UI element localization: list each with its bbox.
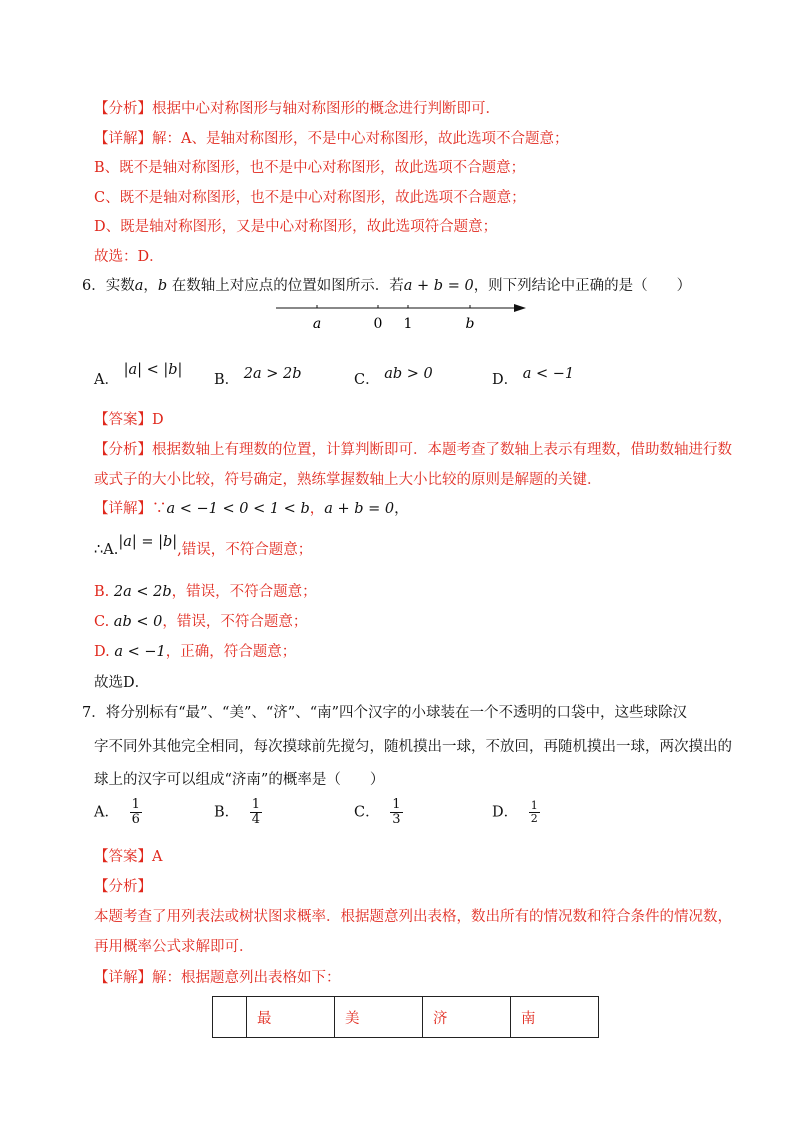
option-letter: C． <box>354 372 380 388</box>
detail-sep: ， <box>309 501 325 517</box>
detail-expr-2: a + b = 0 <box>324 501 395 517</box>
detail-end: ， <box>394 501 409 517</box>
sol-text: ，正确，符合题意； <box>165 644 297 660</box>
q7-analysis-1: 本题考查了用列表法或树状图求概率．根据题意列出表格，数出所有的情况数和符合条件的情况数， <box>94 909 732 925</box>
fraction <box>529 800 540 825</box>
number-line <box>276 298 526 332</box>
sol-expr: ab < 0 <box>113 614 163 630</box>
q6-answer: 【答案】D <box>94 412 164 428</box>
option-letter: A． <box>94 804 119 821</box>
number-line-arrow-icon <box>514 304 526 312</box>
q7-detail: 【详解】解：根据题意列出表格如下： <box>94 970 341 986</box>
denominator: 6 <box>131 812 140 827</box>
q5-choice: 故选：D． <box>94 249 164 265</box>
sol-expr: a < −1 <box>114 644 166 660</box>
table-header-cell: 南 <box>511 997 599 1038</box>
table-header-cell: 最 <box>247 997 335 1038</box>
numerator: 1 <box>392 797 401 812</box>
q5-option-b: B、既不是轴对称图形，也不是中心对称图形，故此选项不合题意； <box>94 160 526 176</box>
q6-number: 6． <box>82 278 106 294</box>
q6-analysis-1: 【分析】根据数轴上有理数的位置，计算判断即可．本题考查了数轴上表示有理数，借助数轴进行数 <box>94 442 732 458</box>
q7-analysis-2: 再用概率公式求解即可． <box>94 939 254 955</box>
label-a: a <box>312 316 322 332</box>
detail-label: 【详解】∵ <box>94 501 167 517</box>
sol-expr: |a| = |b| <box>118 534 178 550</box>
detail-expr: a < −1 < 0 < 1 < b <box>166 501 310 517</box>
fraction <box>130 798 142 827</box>
table-header-cell: 济 <box>423 997 511 1038</box>
label-one: 1 <box>403 316 413 332</box>
q6-comma: ， <box>143 278 158 294</box>
q7-analysis-label: 【分析】 <box>94 879 152 895</box>
table-cell-corner <box>213 997 247 1038</box>
option-letter: B． <box>214 804 240 821</box>
option-expr: |a| < |b| <box>123 362 183 378</box>
fraction <box>250 798 262 827</box>
sol-expr: 2a < 2b <box>113 584 172 600</box>
q6-stem-part: ，则下列结论中正确的是（ ） <box>473 278 692 294</box>
q6-detail <box>94 499 409 519</box>
q6-stem-part: 在数轴上对应点的位置如图所示．若 <box>167 278 404 294</box>
q6-var-a: a <box>134 278 144 294</box>
sol-prefix: D. <box>94 644 110 660</box>
q6-var-b: b <box>157 278 168 294</box>
q6-solution-c <box>94 612 307 632</box>
q5-option-d: D、既是轴对称图形，又是中心对称图形，故此选项符合题意； <box>94 219 498 235</box>
q6-option-b <box>214 368 302 389</box>
q7-number: 7． <box>82 705 106 721</box>
q6-stem-part: 实数 <box>105 278 135 294</box>
sol-text: ，错误，不符合题意； <box>162 614 308 630</box>
numerator: 1 <box>251 797 261 812</box>
sol-prefix: ∴A. <box>94 542 119 558</box>
q7-stem-2: 字不同外其他完全相同，每次摸球前先搅匀，随机摸出一球，不放回，再随机摸出一球，两次摸出的 <box>94 739 732 755</box>
q6-analysis-2: 或式子的大小比较，符号确定，熟练掌握数轴上大小比较的原则是解题的关键． <box>94 472 602 488</box>
denominator: 4 <box>251 812 261 827</box>
option-letter: D． <box>492 804 519 821</box>
table-header-cell: 美 <box>335 997 423 1038</box>
sol-prefix: B. <box>94 584 110 600</box>
fraction <box>390 798 402 827</box>
q5-detail: 【详解】解：A、是轴对称图形，不是中心对称图形，故此选项不合题意； <box>94 131 569 147</box>
q6-solution-d <box>94 642 296 662</box>
sol-prefix: C. <box>94 614 110 630</box>
q7-option-c <box>354 798 403 827</box>
q6-option-c <box>354 368 433 389</box>
option-expr: 2a > 2b <box>243 366 302 382</box>
option-letter: A． <box>94 372 119 388</box>
q7-stem-part: 将分别标有“最”、“美”、“济”、“南”四个汉字的小球装在一个不透明的口袋中，这些球除汉 <box>105 705 688 721</box>
q6-solution-a <box>94 534 313 560</box>
option-letter: C． <box>354 804 380 821</box>
q6-choice: 故选D． <box>94 675 150 691</box>
denominator: 2 <box>530 812 538 825</box>
label-zero: 0 <box>373 316 383 332</box>
denominator: 3 <box>392 812 401 827</box>
label-b: b <box>465 316 475 332</box>
sol-text: ,错误，不符合题意； <box>177 542 313 558</box>
probability-table <box>212 996 599 1038</box>
q6-solution-b <box>94 582 317 602</box>
option-expr: a < −1 <box>522 366 575 382</box>
q5-analysis: 【分析】根据中心对称图形与轴对称图形的概念进行判断即可． <box>94 101 500 117</box>
q7-stem-1 <box>82 703 687 723</box>
q7-option-d <box>492 800 540 825</box>
q5-option-c: C、既不是轴对称图形，也不是中心对称图形，故此选项不合题意； <box>94 190 526 206</box>
q7-option-a <box>94 798 142 827</box>
q6-option-a <box>94 362 183 389</box>
q6-condition: a + b = 0 <box>403 278 474 294</box>
sol-text: ，错误，不符合题意； <box>171 584 317 600</box>
q7-answer: 【答案】A <box>94 849 163 865</box>
q7-stem-3: 球上的汉字可以组成“济南”的概率是（ ） <box>94 772 385 788</box>
q6-stem <box>82 276 691 296</box>
numerator: 1 <box>131 797 140 812</box>
table-row <box>213 997 599 1038</box>
option-letter: B． <box>214 372 240 388</box>
numerator: 1 <box>530 799 538 812</box>
q7-option-b <box>214 798 262 827</box>
option-letter: D． <box>492 372 519 388</box>
option-expr: ab > 0 <box>384 366 433 382</box>
q6-option-d <box>492 368 574 389</box>
